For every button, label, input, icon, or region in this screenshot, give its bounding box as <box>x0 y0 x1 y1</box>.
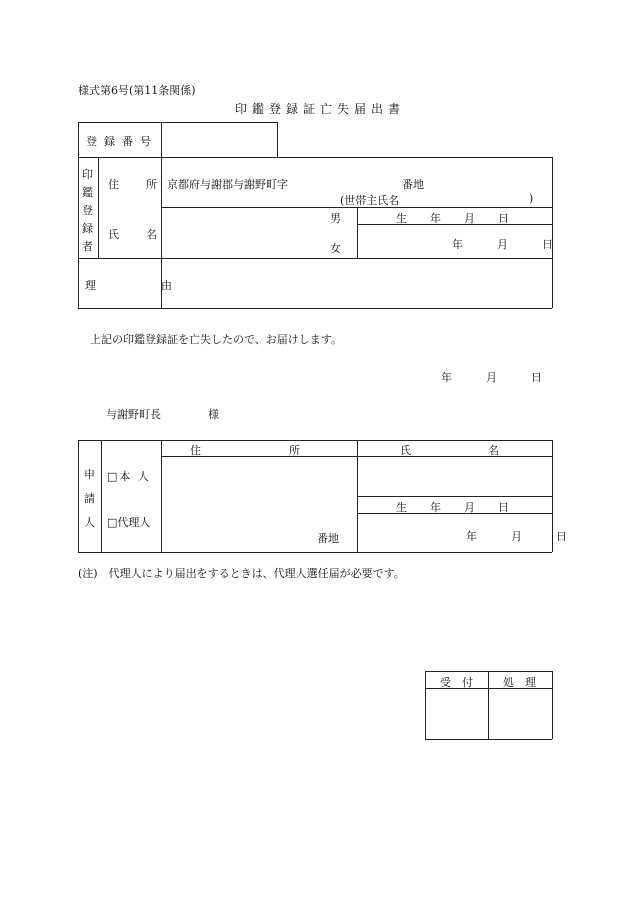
registrant-label-2: 鑑 <box>82 186 93 199</box>
submission-date: 年 月 日 <box>441 371 546 384</box>
applicant-banchi: 番地 <box>317 532 339 545</box>
honorific: 様 <box>208 408 219 421</box>
self-checkbox[interactable]: □本 人 <box>107 470 151 483</box>
applicant-birth-ymd: 年 月 日 <box>466 530 571 543</box>
address-banchi: 番地 <box>402 178 424 191</box>
registrant-label-3: 登 <box>82 204 93 217</box>
applicant-label-2: 請 <box>84 492 95 505</box>
birth-date-ymd: 年 月 日 <box>452 238 557 251</box>
reception-label: 受 付 <box>440 676 473 689</box>
female-option[interactable]: 女 <box>330 242 341 255</box>
address-prefix: 京都府与謝郡与謝野町字 <box>167 178 288 191</box>
registration-number-label: 登録番号 <box>86 135 158 148</box>
addressee: 与謝野町長 <box>106 408 161 421</box>
registration-number-field[interactable] <box>163 124 275 155</box>
male-option[interactable]: 男 <box>330 212 341 225</box>
registrant-label-4: 録 <box>82 222 93 235</box>
reason-label: 理 由 <box>85 279 180 292</box>
registrant-label-5: 者 <box>82 240 93 253</box>
name-label: 氏 名 <box>108 228 165 241</box>
household-head-close: ) <box>529 192 534 205</box>
applicant-label-3: 人 <box>84 516 95 529</box>
form-title: 印鑑登録証亡失届出書 <box>235 102 406 116</box>
reason-field[interactable] <box>163 260 550 306</box>
statement-text: 上記の印鑑登録証を亡失したので、お届けします。 <box>90 333 342 346</box>
registrant-label-1: 印 <box>82 168 93 181</box>
processing-label: 処 理 <box>503 676 536 689</box>
form-number: 様式第6号(第11条関係) <box>78 84 196 97</box>
applicant-birth-label: 生 年 月 日 <box>396 501 515 514</box>
proxy-checkbox[interactable]: □代理人 <box>107 516 151 529</box>
applicant-label-1: 申 <box>84 468 95 481</box>
name-header: 氏 名 <box>400 444 499 457</box>
address-label: 住 所 <box>108 178 165 191</box>
note-text: (注) 代理人により届出をするときは、代理人選任届が必要です。 <box>78 567 405 580</box>
address-header: 住 所 <box>190 444 300 457</box>
household-head-label: (世帯主氏名 <box>340 194 400 207</box>
birth-date-label: 生 年 月 日 <box>396 212 515 225</box>
